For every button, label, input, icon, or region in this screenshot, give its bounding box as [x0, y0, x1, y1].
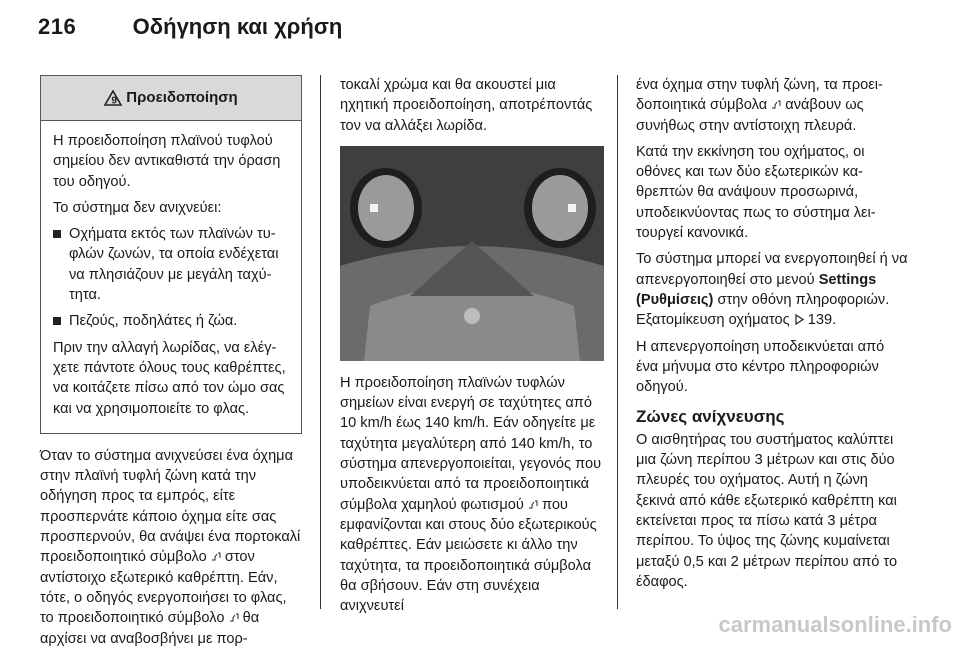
body-paragraph: Ο αισθητήρας του συστήματος καλύπτει μια ζώνη περίπου 3 μέτρων και στις δύο πλευρές του οχήματος. Αυτή η ζώνη ξεκινά από κάθε εξωτερικό καθρέπτη και εκτείνεται προς τα πίσω κατά 3 μέτρα περίπου. Το ύψος της ζώνης κυμαίνεται μεταξύ 0,5 και 2 μέτρων περίπου από το έδαφος. [636, 431, 898, 590]
warning-box [40, 75, 302, 434]
column-divider [320, 75, 321, 609]
body-paragraph: Η απενεργοποίηση υποδεικνύεται από ένα μήνυμα στο κέντρο πληροφοριών οδηγού. [636, 338, 885, 396]
list-item-text: Οχήματα εκτός των πλαϊνών τυφλών ζωνών, τα οποία ενδέχεται να πλησιάζουν με μεγάλη ταχύτητα. [69, 226, 279, 304]
car-mirrors-illustration [340, 146, 604, 361]
bullet-square-icon [53, 230, 61, 238]
text-span: που εμφανίζονται και στους δύο εξωτερικούς καθρέπτες. Εάν μειώσετε κι άλλο την ταχύτητα, τα προειδοποιητικά σύμβολα θα σβήσουν. Εάν στη συνέχεια ανιχνευτεί [340, 496, 597, 615]
body-paragraph [636, 249, 908, 330]
text-span: θα αρχίσει να αναβοσβήνει με πορ- [40, 610, 260, 647]
warning-heading-text: Προειδοποίηση [126, 88, 238, 106]
page-reference-icon [794, 314, 804, 325]
svg-text:9: 9 [111, 95, 118, 106]
page-title: Οδήγηση και χρήση [132, 14, 343, 39]
blind-spot-symbol-icon [229, 613, 239, 623]
mirror-warning-photo [340, 146, 604, 361]
bullet-square-icon [53, 317, 61, 325]
text-span: Η προειδοποίηση πλαϊνών τυφλών σημείων είναι ενεργή σε ταχύτητες από 10 km/h έως 140 km/h. Εάν οδηγείτε με ταχύτητα μεγαλύτερη από 140 km/h, το σύστημα απενεργοποιείται, γεγονός που υποδεικνύεται από τα προειδοποιητικά σύμβολα χαμηλού φωτισμού [340, 374, 602, 513]
body-paragraph [636, 75, 908, 136]
warning-paragraph: Η προειδοποίηση πλαϊνού τυφλού σημείου δεν αντικαθιστά την όραση του οδηγού. [53, 133, 281, 190]
warning-triangle-icon [104, 90, 122, 106]
blind-spot-symbol-icon [211, 552, 221, 562]
list-item [53, 311, 289, 331]
text-span: ένα όχημα στην τυφλή ζώνη, τα προειδοποιητικά σύμβολα [636, 77, 883, 114]
watermark: carmanualsonline.info [718, 612, 952, 637]
warning-paragraph: Πριν την αλλαγή λωρίδας, να ελέγχετε πάντοτε όλους τους καθρέπτες, να κοιτάζετε πίσω από τον ώμο σας και να χρησιμοποιείτε το φλας. [53, 339, 286, 417]
list-item-text: Πεζούς, ποδηλάτες ή ζώα. [69, 313, 238, 330]
page-number: 216 [38, 14, 77, 39]
warning-paragraph: Το σύστημα δεν ανιχνεύει: [53, 199, 222, 216]
body-paragraph [340, 373, 604, 617]
text-span: στον αντίστοιχο εξωτερικό καθρέπτη. Εάν, τότε, ο οδηγός ενεργοποιήσει το φλας, το προειδοποιητικό σύμβολο [40, 549, 287, 627]
body-paragraph [40, 446, 302, 649]
page-reference[interactable]: 139. [807, 312, 837, 329]
body-paragraph: Κατά την εκκίνηση του οχήματος, οι οθόνες και των δύο εξωτερικών καθρεπτών θα ανάψουν προσωρινά, υποδεικνύοντας πως το σύστημα λειτουργεί κανονικά. [636, 143, 876, 242]
list-item [53, 224, 289, 305]
body-paragraph: τοκαλί χρώμα και θα ακουστεί μια ηχητική προειδοποίηση, αποτρέποντάς τον να αλλάξει λωρίδα. [340, 77, 593, 134]
text-span: ανάβουν ως συνήθως στην αντίστοιχη πλευρά. [636, 97, 864, 134]
page-header [38, 14, 638, 54]
column-1 [40, 75, 302, 655]
settings-menu-label: Settings (Ρυθμίσεις) [636, 271, 877, 308]
text-span: Όταν το σύστημα ανιχνεύσει ένα όχημα στην πλαϊνή τυφλή ζώνη κατά την οδήγηση προς τα εμπρός, είτε προσπερνάτε κάποιο όχημα είτε σας προσπερνούν, θα ανάψει ένα πορτοκαλί προειδοποιητικό σύμβολο [40, 447, 301, 566]
text-span: Το σύστημα μπορεί να ενεργοποιηθεί ή να απενεργοποιηθεί στο μενού [636, 251, 908, 288]
column-divider [617, 75, 618, 609]
text-span: στην οθόνη πληροφοριών. Εξατομίκευση οχήματος [636, 291, 890, 329]
warning-heading [41, 76, 301, 121]
blind-spot-symbol-icon [528, 500, 538, 510]
column-2 [340, 75, 604, 622]
blind-spot-symbol-icon [771, 100, 781, 110]
column-3 [636, 75, 908, 598]
section-title: Ζώνες ανίχνευσης [636, 407, 785, 427]
